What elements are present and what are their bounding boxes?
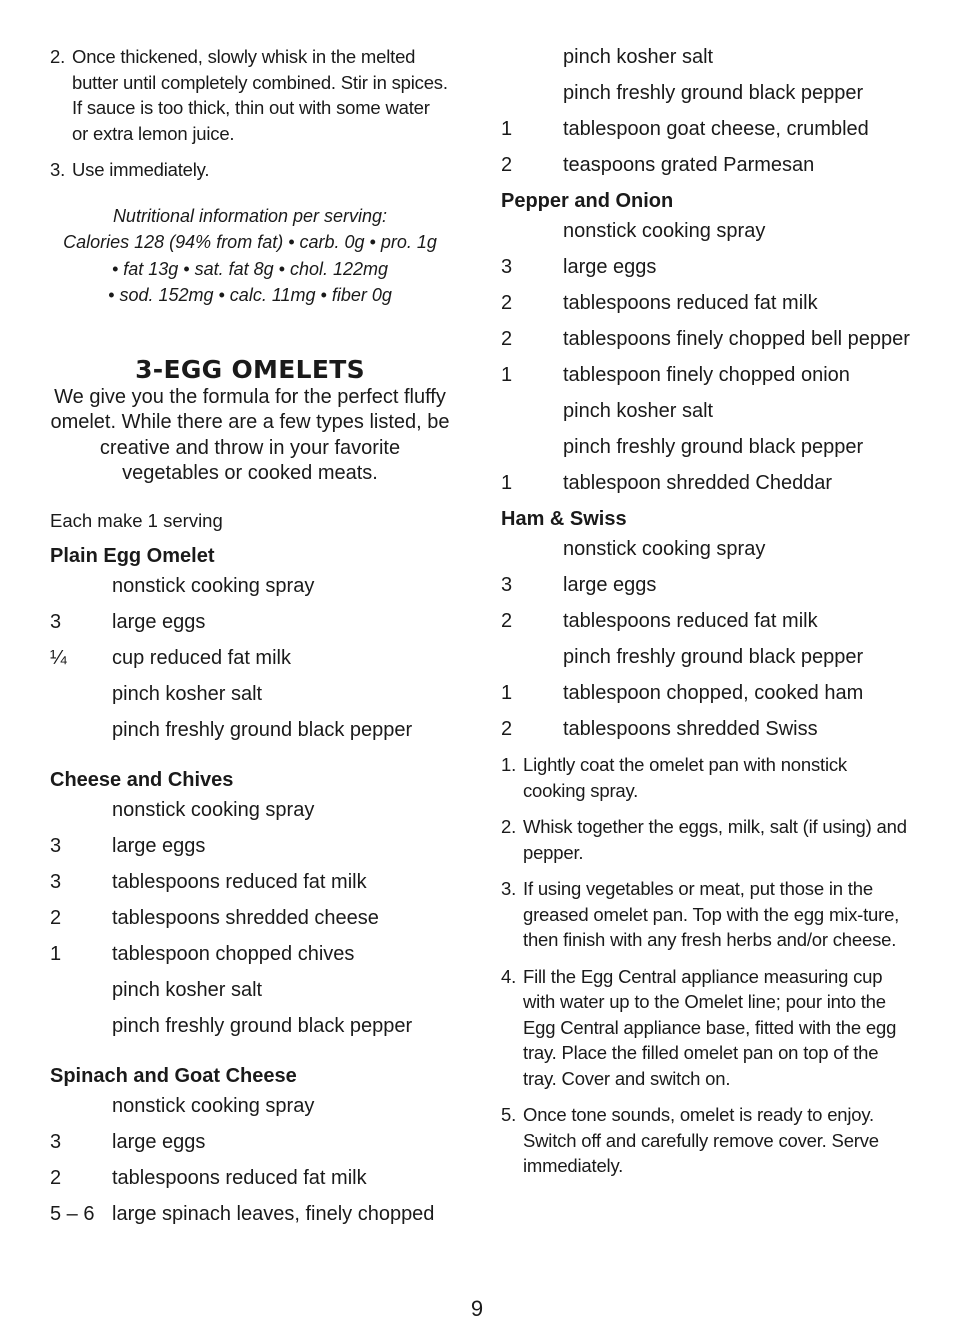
ingredient-desc: large eggs [112, 1130, 206, 1153]
ingredient-row [50, 573, 450, 599]
ingredient-qty: 2 [50, 1166, 62, 1189]
ingredient-desc: large eggs [112, 610, 206, 633]
ingredient-qty [501, 644, 563, 670]
ingredient-desc: tablespoon goat cheese, crumbled [563, 118, 869, 140]
step-text: Once thickened, slowly whisk in the melted butter until completely combined. Stir in spices. If sauce is too thick, thin out with some water or extra lemon juice. [72, 46, 448, 144]
ingredient-qty: 2 [501, 292, 513, 314]
ingredient-desc: pinch freshly ground black pepper [112, 1014, 413, 1037]
section-title: 3-EGG OMELETS [135, 354, 365, 384]
step-item [501, 814, 911, 865]
step-number: 3. [501, 878, 517, 899]
ingredient-qty [50, 797, 112, 823]
ingredient-row [501, 470, 911, 496]
ingredient-desc: tablespoons shredded cheese [112, 906, 379, 929]
left-column [50, 44, 450, 1237]
ingredient-qty: ¼ [50, 646, 67, 669]
ingredient-qty [50, 1013, 112, 1039]
recipe-title: Plain Egg Omelet [50, 544, 215, 567]
ingredient-qty [501, 398, 563, 424]
ingredient-desc: large eggs [563, 256, 657, 278]
ingredient-qty: 3 [50, 870, 62, 893]
ingredient-qty: 1 [501, 472, 513, 494]
ingredient-qty [50, 717, 112, 743]
nutrition-line: Calories 128 (94% from fat) • carb. 0g • pro. 1g [63, 232, 437, 252]
ingredient-row [501, 398, 911, 424]
ingredient-qty: 5 – 6 [50, 1202, 95, 1225]
ingredient-qty [501, 44, 563, 70]
step-item [50, 157, 450, 183]
ingredient-qty [501, 218, 563, 244]
page-number: 9 [470, 1296, 484, 1321]
ingredient-row [501, 152, 911, 178]
step-item [50, 44, 450, 146]
ingredient-qty: 1 [501, 118, 513, 140]
ingredient-row [50, 609, 450, 635]
ingredient-qty [501, 536, 563, 562]
ingredient-qty [50, 977, 112, 1003]
ingredient-qty [50, 573, 112, 599]
ingredient-row [50, 645, 450, 671]
ingredient-desc: nonstick cooking spray [112, 574, 315, 597]
ingredient-desc: large eggs [563, 574, 657, 596]
ingredient-row [501, 572, 911, 598]
step-text: Once tone sounds, omelet is ready to enjoy. Switch off and carefully remove cover. Serve immediately. [523, 1104, 879, 1176]
step-text: Lightly coat the omelet pan with nonstick cooking spray. [523, 754, 847, 801]
ingredient-row [501, 254, 911, 280]
step-text: Whisk together the eggs, milk, salt (if using) and pepper. [523, 816, 907, 863]
ingredient-desc: tablespoons shredded Swiss [563, 718, 818, 740]
nutrition-line: Nutritional information per serving: [112, 205, 388, 226]
recipe-title: Cheese and Chives [50, 768, 234, 791]
ingredient-desc: nonstick cooking spray [563, 538, 766, 560]
ingredient-desc: tablespoons reduced fat milk [112, 1166, 367, 1189]
ingredient-desc: tablespoons reduced fat milk [563, 292, 818, 314]
ingredient-qty [50, 1093, 112, 1119]
ingredient-desc: tablespoon shredded Cheddar [563, 472, 833, 494]
step-number: 5. [501, 1104, 517, 1125]
ingredient-qty: 3 [501, 256, 513, 278]
ingredient-row [50, 869, 450, 895]
ingredient-desc: cup reduced fat milk [112, 646, 291, 669]
section-intro: We give you the formula for the perfect fluffy omelet. While there are a few types listed, be creative and throw in your favorite vegetables or cooked meats. [50, 385, 450, 484]
ingredient-desc: pinch freshly ground black pepper [112, 718, 413, 741]
ingredient-desc: tablespoons reduced fat milk [563, 610, 818, 632]
serving-note: Each make 1 serving [50, 509, 223, 531]
step-number: 4. [501, 965, 517, 987]
ingredient-qty: 2 [501, 610, 513, 632]
step-number: 2. [50, 46, 66, 67]
ingredient-row [501, 644, 911, 670]
ingredient-row [501, 434, 911, 460]
ingredient-row [501, 290, 911, 316]
ingredient-desc: nonstick cooking spray [112, 1094, 315, 1117]
ingredient-qty [501, 434, 563, 460]
step-number: 1. [501, 754, 517, 775]
ingredient-qty: 1 [501, 364, 513, 386]
ingredient-qty: 3 [50, 610, 62, 633]
ingredient-row [50, 1165, 450, 1191]
recipe-title: Pepper and Onion [501, 190, 674, 212]
nutrition-info [50, 203, 450, 309]
step-number: 3. [50, 159, 66, 180]
ingredient-desc: nonstick cooking spray [112, 798, 315, 821]
ingredient-qty: 3 [50, 1130, 62, 1153]
ingredient-row [50, 1201, 450, 1227]
ingredient-desc: tablespoons finely chopped bell pepper [563, 328, 910, 350]
ingredient-row [50, 977, 450, 1003]
ingredient-desc: pinch kosher salt [563, 46, 714, 68]
ingredient-desc: pinch freshly ground black pepper [563, 82, 864, 104]
ingredient-row [501, 80, 911, 106]
ingredient-desc: pinch kosher salt [563, 400, 714, 422]
ingredient-row [50, 941, 450, 967]
recipe-title: Spinach and Goat Cheese [50, 1064, 297, 1087]
ingredient-qty: 1 [501, 682, 513, 704]
right-column [501, 44, 911, 1190]
ingredient-qty: 1 [50, 942, 62, 965]
ingredient-row [50, 681, 450, 707]
ingredient-row [50, 797, 450, 823]
ingredient-desc: nonstick cooking spray [563, 220, 766, 242]
step-text: Fill the Egg Central appliance measuring cup with water up to the Omelet line; pour into the Egg Central appliance base, fitted with the egg tray. Place the filled omelet pan on top of the tray. Cover and switch on. [523, 965, 897, 1089]
ingredient-row [501, 44, 911, 70]
ingredient-row [50, 905, 450, 931]
step-item [501, 876, 911, 953]
ingredient-qty: 2 [50, 906, 62, 929]
ingredient-qty [50, 681, 112, 707]
ingredient-row [501, 116, 911, 142]
ingredient-qty: 2 [501, 718, 513, 740]
ingredient-row [501, 362, 911, 388]
ingredient-qty: 2 [501, 154, 513, 176]
ingredient-row [501, 218, 911, 244]
ingredient-row [50, 717, 450, 743]
ingredient-qty: 2 [501, 328, 513, 350]
ingredient-row [50, 1013, 450, 1039]
nutrition-line: • sod. 152mg • calc. 11mg • fiber 0g [108, 285, 392, 305]
step-number: 2. [501, 816, 517, 837]
ingredient-desc: tablespoons reduced fat milk [112, 870, 367, 893]
step-text: Use immediately. [72, 159, 210, 180]
ingredient-row [501, 680, 911, 706]
ingredient-qty: 3 [501, 574, 513, 596]
ingredient-desc: pinch kosher salt [112, 682, 263, 705]
ingredient-row [501, 608, 911, 634]
step-text: If using vegetables or meat, put those in the greased omelet pan. Top with the egg mix-ture, then finish with any fresh herbs and/or cheese. [523, 878, 900, 950]
ingredient-desc: pinch kosher salt [112, 978, 263, 1001]
ingredient-desc: large spinach leaves, finely chopped [112, 1202, 435, 1225]
step-item [501, 964, 911, 1092]
ingredient-desc: pinch freshly ground black pepper [563, 436, 864, 458]
recipe-title: Ham & Swiss [501, 508, 627, 530]
ingredient-row [50, 1129, 450, 1155]
step-item [501, 752, 911, 803]
step-item [501, 1102, 911, 1179]
ingredient-row [501, 536, 911, 562]
ingredient-desc: pinch freshly ground black pepper [563, 646, 864, 668]
nutrition-line: • fat 13g • sat. fat 8g • chol. 122mg [111, 258, 389, 279]
ingredient-desc: tablespoon chopped, cooked ham [563, 682, 864, 704]
ingredient-desc: tablespoon chopped chives [112, 942, 355, 965]
ingredient-row [501, 716, 911, 742]
ingredient-row [501, 326, 911, 352]
ingredient-row [50, 1093, 450, 1119]
ingredient-qty: 3 [50, 834, 62, 857]
ingredient-row [50, 833, 450, 859]
ingredient-qty [501, 80, 563, 106]
ingredient-desc: large eggs [112, 834, 206, 857]
ingredient-desc: teaspoons grated Parmesan [563, 154, 815, 176]
ingredient-desc: tablespoon finely chopped onion [563, 364, 850, 386]
